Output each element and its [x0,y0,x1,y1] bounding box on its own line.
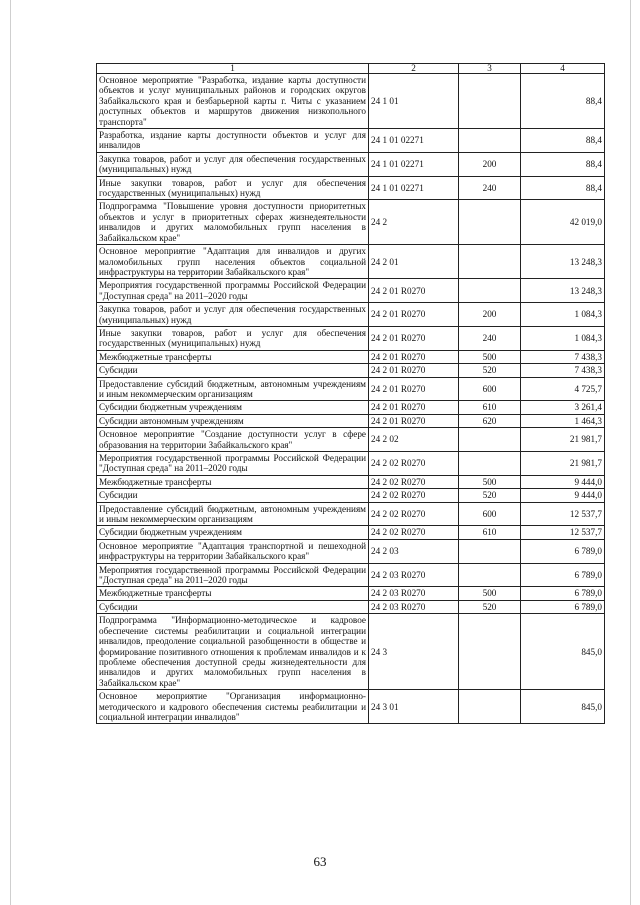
row-amount-cell: 88,4 [521,176,605,200]
row-amount-cell: 21 981,7 [521,428,605,452]
row-code-cell: 24 2 02 R0270 [369,475,459,488]
row-code-cell: 24 2 02 R0270 [369,452,459,476]
row-name-cell: Основное мероприятие "Создание доступности услуг в сфере образования на территории Забайкальского края" [97,428,369,452]
table-row [97,526,605,539]
header-col-2: 2 [369,64,459,74]
table-row [97,539,605,563]
row-amount-cell: 1 084,3 [521,326,605,350]
row-type-cell: 240 [459,326,521,350]
row-type-cell: 500 [459,475,521,488]
row-amount-cell: 12 537,7 [521,526,605,539]
row-code-cell: 24 2 03 [369,539,459,563]
row-code-cell: 24 1 01 02271 [369,152,459,176]
row-type-cell [459,563,521,587]
row-name-cell: Межбюджетные трансферты [97,587,369,600]
table-row [97,475,605,488]
row-code-cell: 24 2 01 R0270 [369,401,459,414]
row-amount-cell: 13 248,3 [521,245,605,279]
row-amount-cell: 12 537,7 [521,502,605,526]
row-type-cell: 620 [459,414,521,427]
row-type-cell [459,279,521,303]
row-code-cell: 24 2 [369,200,459,245]
row-type-cell: 240 [459,176,521,200]
row-amount-cell: 4 725,7 [521,377,605,401]
row-code-cell: 24 2 01 R0270 [369,326,459,350]
budget-table [96,63,605,724]
row-type-cell [459,428,521,452]
page-number: 63 [313,854,327,869]
row-name-cell: Иные закупки товаров, работ и услуг для обеспечения государственных (муниципальных) нужд [97,176,369,200]
row-amount-cell: 9 444,0 [521,475,605,488]
row-amount-cell: 6 789,0 [521,539,605,563]
row-amount-cell: 6 789,0 [521,587,605,600]
row-code-cell: 24 2 02 [369,428,459,452]
row-name-cell: Основное мероприятие "Организация информационно-методического и кадрового обеспечения системы реабилитации и социальной интеграции инвалидов" [97,690,369,724]
row-type-cell: 500 [459,587,521,600]
row-code-cell: 24 2 03 R0270 [369,563,459,587]
row-name-cell: Межбюджетные трансферты [97,475,369,488]
row-amount-cell: 13 248,3 [521,279,605,303]
table-row [97,129,605,153]
table-row [97,428,605,452]
row-type-cell [459,452,521,476]
row-amount-cell: 6 789,0 [521,600,605,613]
row-name-cell: Субсидии бюджетным учреждениям [97,526,369,539]
table-row [97,414,605,427]
table-row [97,377,605,401]
row-name-cell: Основное мероприятие "Адаптация для инвалидов и других маломобильных групп населения объектов социальной инфраструктуры на территории Забайкальского края" [97,245,369,279]
table-row [97,600,605,613]
row-amount-cell: 21 981,7 [521,452,605,476]
table-row [97,614,605,690]
row-type-cell: 520 [459,364,521,377]
row-type-cell [459,245,521,279]
row-name-cell: Закупка товаров, работ и услуг для обеспечения государственных (муниципальных) нужд [97,303,369,327]
row-amount-cell: 845,0 [521,690,605,724]
row-amount-cell: 88,4 [521,152,605,176]
table-header-row [97,64,605,74]
row-name-cell: Мероприятия государственной программы Российской Федерации "Доступная среда" на 2011–2020 годы [97,452,369,476]
right-scan-edge [630,0,631,905]
row-type-cell [459,614,521,690]
row-code-cell: 24 2 03 R0270 [369,600,459,613]
table-row [97,303,605,327]
row-name-cell: Субсидии бюджетным учреждениям [97,401,369,414]
table-row [97,452,605,476]
row-name-cell: Предоставление субсидий бюджетным, автономным учреждениям и иным некоммерческим организациям [97,502,369,526]
header-col-3: 3 [459,64,521,74]
row-amount-cell: 1 084,3 [521,303,605,327]
row-type-cell [459,74,521,129]
row-type-cell: 610 [459,526,521,539]
row-code-cell: 24 2 02 R0270 [369,526,459,539]
row-name-cell: Предоставление субсидий бюджетным, автономным учреждениям и иным некоммерческим организациям [97,377,369,401]
table-row [97,74,605,129]
row-code-cell: 24 2 01 [369,245,459,279]
table-row [97,200,605,245]
table-row [97,587,605,600]
budget-table-body [97,64,605,724]
table-row [97,245,605,279]
row-type-cell: 200 [459,303,521,327]
row-amount-cell: 88,4 [521,74,605,129]
row-name-cell: Межбюджетные трансферты [97,350,369,363]
row-type-cell: 520 [459,600,521,613]
row-code-cell: 24 2 01 R0270 [369,279,459,303]
row-code-cell: 24 2 02 R0270 [369,489,459,502]
row-name-cell: Субсидии [97,489,369,502]
row-code-cell: 24 2 03 R0270 [369,587,459,600]
row-name-cell: Основное мероприятие "Адаптация транспортной и пешеходной инфраструктуры на территории Забайкальского края" [97,539,369,563]
row-amount-cell: 7 438,3 [521,364,605,377]
row-name-cell: Подпрограмма "Информационно-методическое и кадровое обеспечение системы реабилитации и социальной интеграции инвалидов, преодоление социальной разобщенности в обществе и формирование позитивного отношения к проблемам инвалидов и к проблеме обеспечения доступной среды жизнедеятельности для инвалидов и других маломобильных групп населения в Забайкальском крае" [97,614,369,690]
header-col-1: 1 [97,64,369,74]
row-amount-cell: 42 019,0 [521,200,605,245]
row-amount-cell: 1 464,3 [521,414,605,427]
table-row [97,350,605,363]
row-code-cell: 24 3 01 [369,690,459,724]
row-amount-cell: 845,0 [521,614,605,690]
row-amount-cell: 7 438,3 [521,350,605,363]
table-row [97,489,605,502]
left-scan-edge [10,0,11,905]
table-row [97,364,605,377]
row-code-cell: 24 2 01 R0270 [369,377,459,401]
row-name-cell: Разработка, издание карты доступности объектов и услуг для инвалидов [97,129,369,153]
row-amount-cell: 9 444,0 [521,489,605,502]
row-code-cell: 24 1 01 02271 [369,176,459,200]
table-row [97,563,605,587]
table-row [97,502,605,526]
row-amount-cell: 6 789,0 [521,563,605,587]
row-name-cell: Субсидии [97,364,369,377]
row-type-cell: 600 [459,377,521,401]
row-type-cell [459,539,521,563]
row-name-cell: Иные закупки товаров, работ и услуг для обеспечения государственных (муниципальных) нужд [97,326,369,350]
row-code-cell: 24 1 01 02271 [369,129,459,153]
row-type-cell [459,200,521,245]
row-code-cell: 24 2 01 R0270 [369,414,459,427]
row-type-cell: 200 [459,152,521,176]
header-col-4: 4 [521,64,605,74]
table-row [97,326,605,350]
row-name-cell: Субсидии автономным учреждениям [97,414,369,427]
table-row [97,401,605,414]
table-row [97,279,605,303]
row-name-cell: Субсидии [97,600,369,613]
row-amount-cell: 3 261,4 [521,401,605,414]
row-type-cell: 500 [459,350,521,363]
row-name-cell: Мероприятия государственной программы Российской Федерации "Доступная среда" на 2011–2020 годы [97,279,369,303]
row-type-cell: 610 [459,401,521,414]
row-name-cell: Основное мероприятие "Разработка, издание карты доступности объектов и услуг муниципальных районов и городских округов Забайкальского края и безбарьерной карты г. Читы с указанием доступных объектов и маршрутов движения низкопольного транспорта" [97,74,369,129]
row-name-cell: Мероприятия государственной программы Российской Федерации "Доступная среда" на 2011–2020 годы [97,563,369,587]
row-type-cell: 520 [459,489,521,502]
row-type-cell [459,690,521,724]
row-name-cell: Подпрограмма "Повышение уровня доступности приоритетных объектов и услуг в приоритетных сферах жизнедеятельности инвалидов и других маломобильных групп населения в Забайкальском крае" [97,200,369,245]
table-row [97,176,605,200]
table-row [97,152,605,176]
row-code-cell: 24 2 02 R0270 [369,502,459,526]
row-type-cell [459,129,521,153]
row-code-cell: 24 2 01 R0270 [369,364,459,377]
row-code-cell: 24 2 01 R0270 [369,303,459,327]
row-type-cell: 600 [459,502,521,526]
row-code-cell: 24 1 01 [369,74,459,129]
row-name-cell: Закупка товаров, работ и услуг для обеспечения государственных (муниципальных) нужд [97,152,369,176]
row-code-cell: 24 3 [369,614,459,690]
table-row [97,690,605,724]
row-code-cell: 24 2 01 R0270 [369,350,459,363]
row-amount-cell: 88,4 [521,129,605,153]
